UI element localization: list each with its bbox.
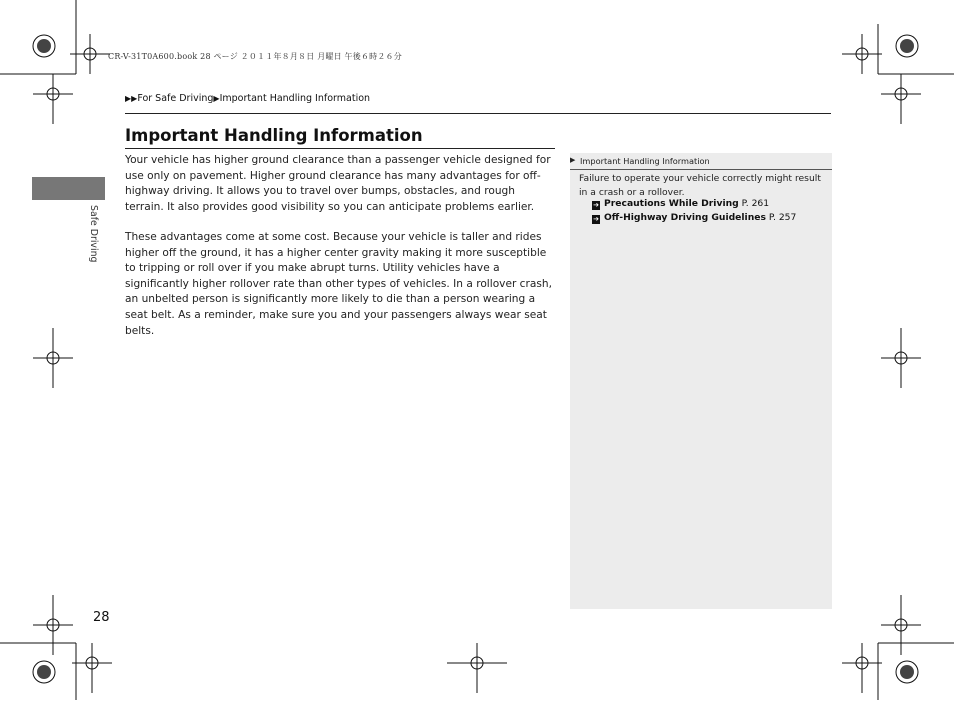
page-number: 28 bbox=[93, 610, 110, 625]
breadcrumb-arrow-icon: ▶ bbox=[213, 94, 220, 103]
link-arrow-icon: ➔ bbox=[593, 215, 599, 223]
breadcrumb-arrow-icon: ▶▶ bbox=[125, 94, 138, 103]
section-tab-label: Safe Driving bbox=[88, 205, 99, 263]
breadcrumb-item-for-safe-driving[interactable]: For Safe Driving bbox=[137, 93, 214, 104]
page-title: Important Handling Information bbox=[125, 126, 423, 145]
sidebar-link-off-highway[interactable] bbox=[592, 212, 796, 224]
sidebar-heading bbox=[570, 154, 832, 169]
sidebar-link-precautions[interactable] bbox=[592, 198, 769, 210]
link-arrow-icon: ➔ bbox=[593, 201, 599, 209]
header-rule bbox=[125, 113, 831, 114]
sidebar-text: Failure to operate your vehicle correctly might result in a crash or a rollover. bbox=[579, 173, 821, 198]
breadcrumb bbox=[125, 93, 370, 104]
breadcrumb-item-current: Important Handling Information bbox=[219, 93, 371, 104]
section-tab-marker bbox=[32, 177, 105, 200]
title-rule bbox=[125, 148, 555, 149]
link-label[interactable]: Precautions While Driving bbox=[604, 198, 739, 209]
note-marker-icon: ▶ bbox=[570, 156, 576, 164]
body-paragraph-1: Your vehicle has higher ground clearance than a passenger vehicle designed for use only on pavement. Higher ground clearance has many advantages for off-highway driving. It allows you to travel over bumps, obstacles, and rough terrain. It also provides good visibility so you can anticipate problems earlier. bbox=[125, 154, 551, 213]
link-page: P. 257 bbox=[768, 212, 797, 223]
print-header: CR-V-31T0A600.book 28 ページ ２０１１年８月８日 月曜日 午後６時２６分 bbox=[108, 52, 402, 61]
body-paragraph-2: These advantages come at some cost. Because your vehicle is taller and rides higher off the ground, it has a higher center gravity making it more susceptible to tripping or roll over if you make abrupt turns. Utility vehicles have a significantly higher rollover rate than other types of vehicles. In a rollover crash, an unbelted person is significantly more likely to die than a person wearing a seat belt. As a reminder, make sure you and your passengers always wear seat belts. bbox=[125, 231, 552, 337]
sidebar-heading-text: Important Handling Information bbox=[580, 156, 710, 166]
sidebar-heading-rule bbox=[570, 169, 832, 170]
link-page: P. 261 bbox=[741, 198, 770, 209]
link-label[interactable]: Off-Highway Driving Guidelines bbox=[604, 212, 766, 223]
